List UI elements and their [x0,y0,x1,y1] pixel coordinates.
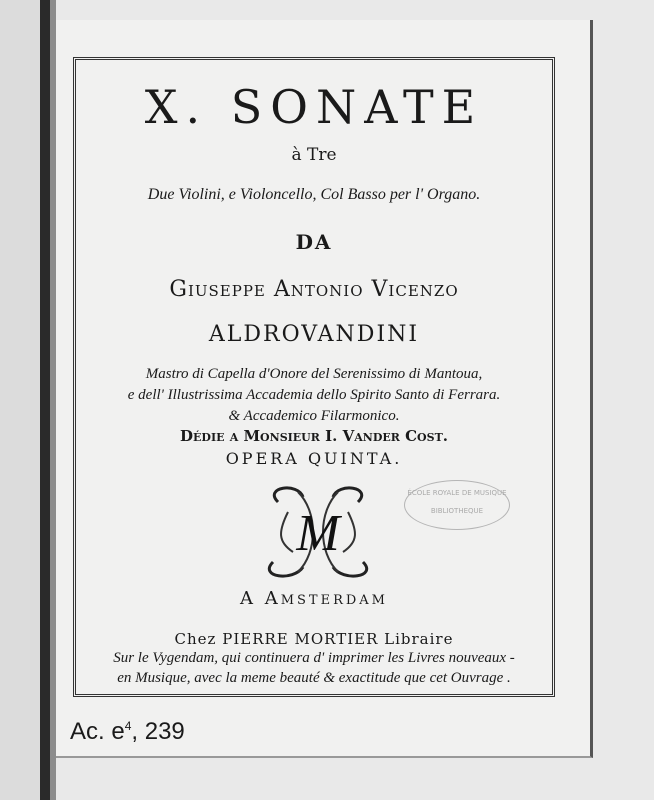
stamp-bottom-text: BIBLIOTHEQUE [430,507,484,515]
monogram-letter: M [296,505,340,562]
title: X. SONATE [144,80,484,134]
shelfmark-main: Ac. e [70,718,125,745]
credential-line: & Accademico Filarmonico. [228,408,400,424]
instrumentation: Due Violini, e Violoncello, Col Basso per l' Organo. [147,186,481,203]
shelfmark [70,718,185,746]
da-label: DA [295,230,333,254]
shelfmark-number: , 239 [131,718,185,745]
monogram-ornament [258,482,378,582]
subtitle: à Tre [291,145,337,165]
opus: OPERA QUINTA. [225,449,403,468]
place: A Amsterdam [239,588,388,609]
credential-line: e dell' Illustrissima Accademia dello Spirito Santo di Ferrara. [127,387,501,403]
left-page-edge [0,0,42,800]
publisher: Chez PIERRE MORTIER Libraire [174,630,454,648]
book-binding [40,0,50,800]
stamp-top-text: ÉCOLE ROYALE DE MUSIQUE [407,489,507,497]
library-stamp [404,480,510,530]
shelfmark-sup: 4 [124,719,132,733]
composer-surname: ALDROVANDINI [208,322,420,347]
credential-line: Mastro di Capella d'Onore del Serenissimo di Mantoua, [145,366,483,382]
publisher-note: en Musique, avec la meme beauté & exactitude que cet Ouvrage . [117,670,511,686]
dedication: Dédie a Monsieur I. Vander Cost. [180,427,448,445]
composer-names: Giuseppe Antonio Vicenzo [169,277,459,302]
publisher-note: Sur le Vygendam, qui continuera d' imprimer les Livres nouveaux - [113,650,515,666]
